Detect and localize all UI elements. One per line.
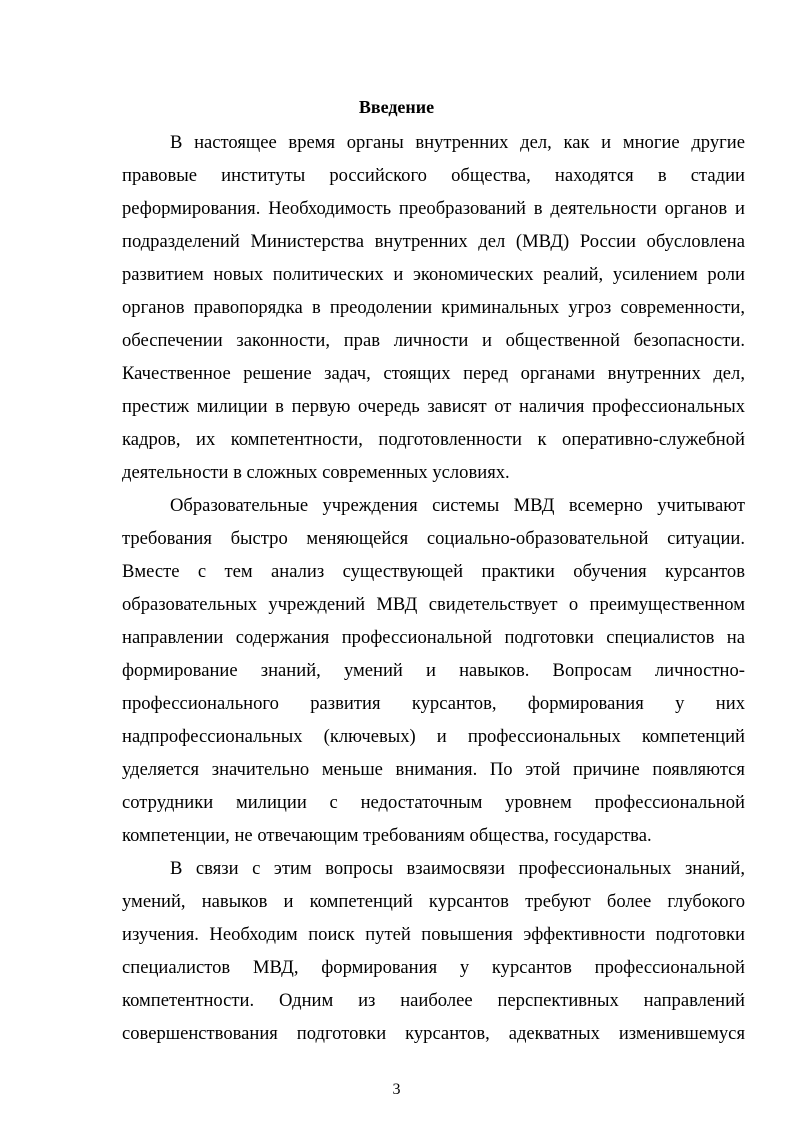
- text-line: уделяется значительно меньше внимания. По этой причине появляются: [122, 759, 745, 780]
- text-line: развитием новых политических и экономических реалий, усилением роли: [122, 264, 745, 285]
- text-line: специалистов МВД, формирования у курсантов профессиональной: [122, 957, 745, 978]
- text-line: В связи с этим вопросы взаимосвязи профессиональных знаний,: [170, 858, 745, 879]
- text-line: компетентности. Одним из наиболее перспективных направлений: [122, 990, 745, 1011]
- text-line: надпрофессиональных (ключевых) и профессиональных компетенций: [122, 726, 745, 747]
- text-line: престиж милиции в первую очередь зависят от наличия профессиональных: [122, 396, 745, 417]
- text-line: Образовательные учреждения системы МВД всемерно учитывают: [170, 495, 745, 516]
- text-line: профессионального развития курсантов, формирования у них: [122, 693, 745, 714]
- text-line: изучения. Необходим поиск путей повышения эффективности подготовки: [122, 924, 745, 945]
- text-line: правовые институты российского общества, находятся в стадии: [122, 165, 745, 186]
- text-line: совершенствования подготовки курсантов, адекватных изменившемуся: [122, 1023, 745, 1044]
- text-line: органов правопорядка в преодолении криминальных угроз современности,: [122, 297, 745, 318]
- text-line: В настоящее время органы внутренних дел, как и многие другие: [170, 132, 745, 153]
- text-line: деятельности в сложных современных условиях.: [122, 462, 510, 483]
- text-line: умений, навыков и компетенций курсантов требуют более глубокого: [122, 891, 745, 912]
- text-line: обеспечении законности, прав личности и общественной безопасности.: [122, 330, 745, 351]
- text-line: требования быстро меняющейся социально-образовательной ситуации.: [122, 528, 745, 549]
- text-line: кадров, их компетентности, подготовленности к оперативно-служебной: [122, 429, 745, 450]
- text-line: подразделений Министерства внутренних дел (МВД) России обусловлена: [122, 231, 745, 252]
- text-line: Качественное решение задач, стоящих перед органами внутренних дел,: [122, 363, 745, 384]
- text-line: направлении содержания профессиональной подготовки специалистов на: [122, 627, 745, 648]
- text-line: компетенции, не отвечающим требованиям общества, государства.: [122, 825, 652, 846]
- section-title: Введение: [358, 97, 435, 117]
- text-line: образовательных учреждений МВД свидетельствует о преимущественном: [122, 594, 745, 615]
- text-line: Вместе с тем анализ существующей практики обучения курсантов: [122, 561, 745, 582]
- text-line: сотрудники милиции с недостаточным уровнем профессиональной: [122, 792, 745, 813]
- text-line: формирование знаний, умений и навыков. Вопросам личностно-: [122, 660, 745, 681]
- page-number: 3: [392, 1081, 401, 1098]
- text-line: реформирования. Необходимость преобразований в деятельности органов и: [122, 198, 745, 219]
